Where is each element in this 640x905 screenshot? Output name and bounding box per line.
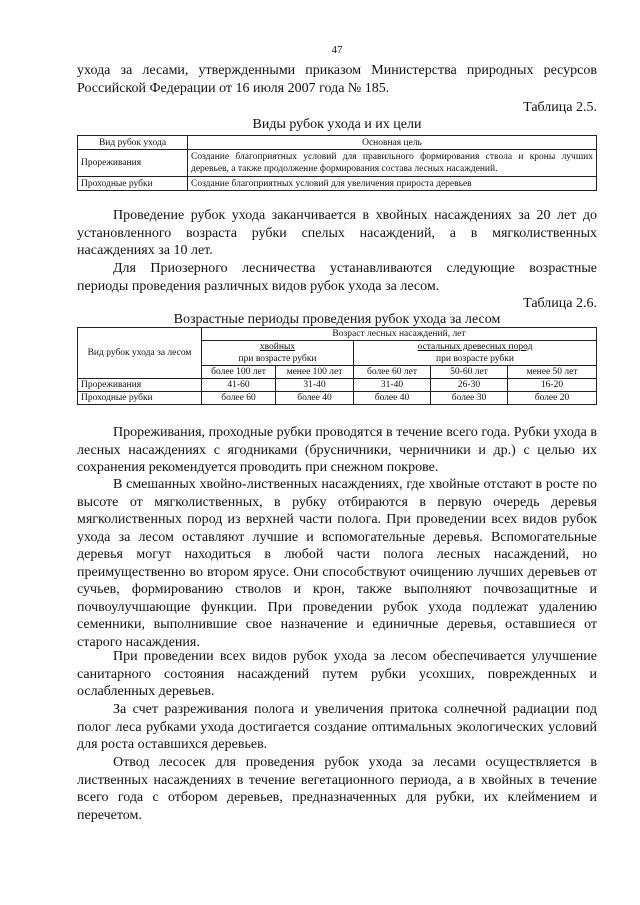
paragraph-5: При проведении всех видов рубок ухода за лесом обеспечивается улучшение санитарного состояния насаждений путем рубки усохших, поврежденных и ослабленных деревьев.	[77, 649, 597, 699]
table2-cell: 26-30	[431, 379, 508, 392]
table-row	[78, 150, 597, 177]
table2-cell: более 40	[276, 392, 354, 405]
paragraph-1: Проведение рубок ухода заканчивается в хвойных насаждениях за 20 лет до установленного возраста рубки спелых насаждений, а в мягколиственных насаждениях за 10 лет.	[77, 208, 597, 258]
table-age-periods	[77, 327, 597, 405]
table2-subheader: 50-60 лет	[431, 366, 508, 379]
table-row	[78, 379, 597, 392]
table1-cell: Создание благоприятных условий для правильного формирования ствола и кроны лучших деревьев, а также продолжение формирования состава лесных насаждений.	[188, 150, 597, 177]
table2-cell: более 20	[508, 392, 597, 405]
table2-header-conifers-a: хвойных	[259, 342, 296, 352]
table2-header-age: Возраст лесных насаждений, лет	[202, 328, 597, 341]
table-row	[78, 177, 597, 191]
table1-header-goal: Основная цель	[188, 136, 597, 150]
table1-cell: Прореживания	[78, 150, 188, 177]
table2-subheader: более 60 лет	[354, 366, 431, 379]
table2-cell: 31-40	[354, 379, 431, 392]
table2-subheader: менее 100 лет	[276, 366, 354, 379]
paragraph-7: Отвод лесосек для проведения рубок ухода за лесами осуществляется в лиственных насаждениях в течение вегетационного периода, а в хвойных в течение всего года с отбором деревьев, предназначенных для рубки, их клеймением и перечетом.	[77, 755, 597, 823]
table2-header-conifers	[202, 341, 354, 366]
table2-header-other-a: остальных древесных пород	[417, 342, 533, 352]
table2-header-other	[354, 341, 597, 366]
table2-cell: 31-40	[276, 379, 354, 392]
table2-cell: более 30	[431, 392, 508, 405]
table2-cell: 16-20	[508, 379, 597, 392]
table1-cell: Создание благоприятных условий для увеличения прироста деревьев	[188, 177, 597, 191]
table2-header-other-b: при возрасте рубки	[436, 354, 514, 364]
table-row	[78, 392, 597, 405]
table2-subheader: более 100 лет	[202, 366, 276, 379]
table2-cell: более 40	[354, 392, 431, 405]
table1-header-type: Вид рубок ухода	[78, 136, 188, 150]
table1-cell: Проходные рубки	[78, 177, 188, 191]
table2-cell: 41-60	[202, 379, 276, 392]
table-types-of-thinning	[77, 135, 597, 191]
page-number: 47	[331, 44, 343, 56]
table2-cell: Прореживания	[78, 379, 202, 392]
table2-title: Возрастные периоды проведения рубок ухода за лесом	[173, 312, 501, 327]
paragraph-2: Для Приозерного лесничества устанавливаются следующие возрастные периоды проведения различных видов рубок ухода за лесом.	[77, 261, 597, 294]
paragraph-4: В смешанных хвойно-лиственных насаждениях, где хвойные отстают в росте по высоте от мягколиственных, в рубку отбираются в первую очередь деревья мягколиственных пород из верхней части полога. При проведении всех видов рубок ухода за лесом оставляют лучшие и вспомогательные деревья. Вспомогательные деревья могут находиться в любой части полога лесных насаждений, но преимущественно во втором ярусе. Они способствуют очищению лучших деревьев от сучьев, формированию стволов и крон, также выполняют почвозащитные и почвоулучшающие функции. При проведении рубок ухода подлежат удалению семенники, выполнившие свое назначение и единичные деревья, оставшиеся от старого насаждения.	[77, 477, 597, 650]
table2-cell: более 60	[202, 392, 276, 405]
table2-cell: Проходные рубки	[78, 392, 202, 405]
table2-subheader: менее 50 лет	[508, 366, 597, 379]
table2-header-type: Вид рубок ухода за лесом	[78, 328, 202, 379]
intro-paragraph: ухода за лесами, утвержденными приказом Министерства природных ресурсов Российской Федерации от 16 июля 2007 года № 185.	[77, 63, 597, 96]
table2-label: Таблица 2.6.	[523, 296, 597, 311]
paragraph-6: За счет разреживания полога и увеличения притока солнечной радиации под полог леса рубками ухода достигается создание оптимальных экологических условий для роста оставшихся деревьев.	[77, 702, 597, 752]
table1-label: Таблица 2.5.	[523, 100, 597, 115]
table2-header-conifers-b: при возрасте рубки	[238, 354, 317, 364]
paragraph-3: Прореживания, проходные рубки проводятся в течение всего года. Рубки ухода в лесных насаждениях с ягодниками (брусничники, черничники и др.) с целью их сохранения рекомендуется проводить при снежном покрове.	[77, 425, 597, 475]
table1-title: Виды рубок ухода и их цели	[252, 117, 422, 132]
